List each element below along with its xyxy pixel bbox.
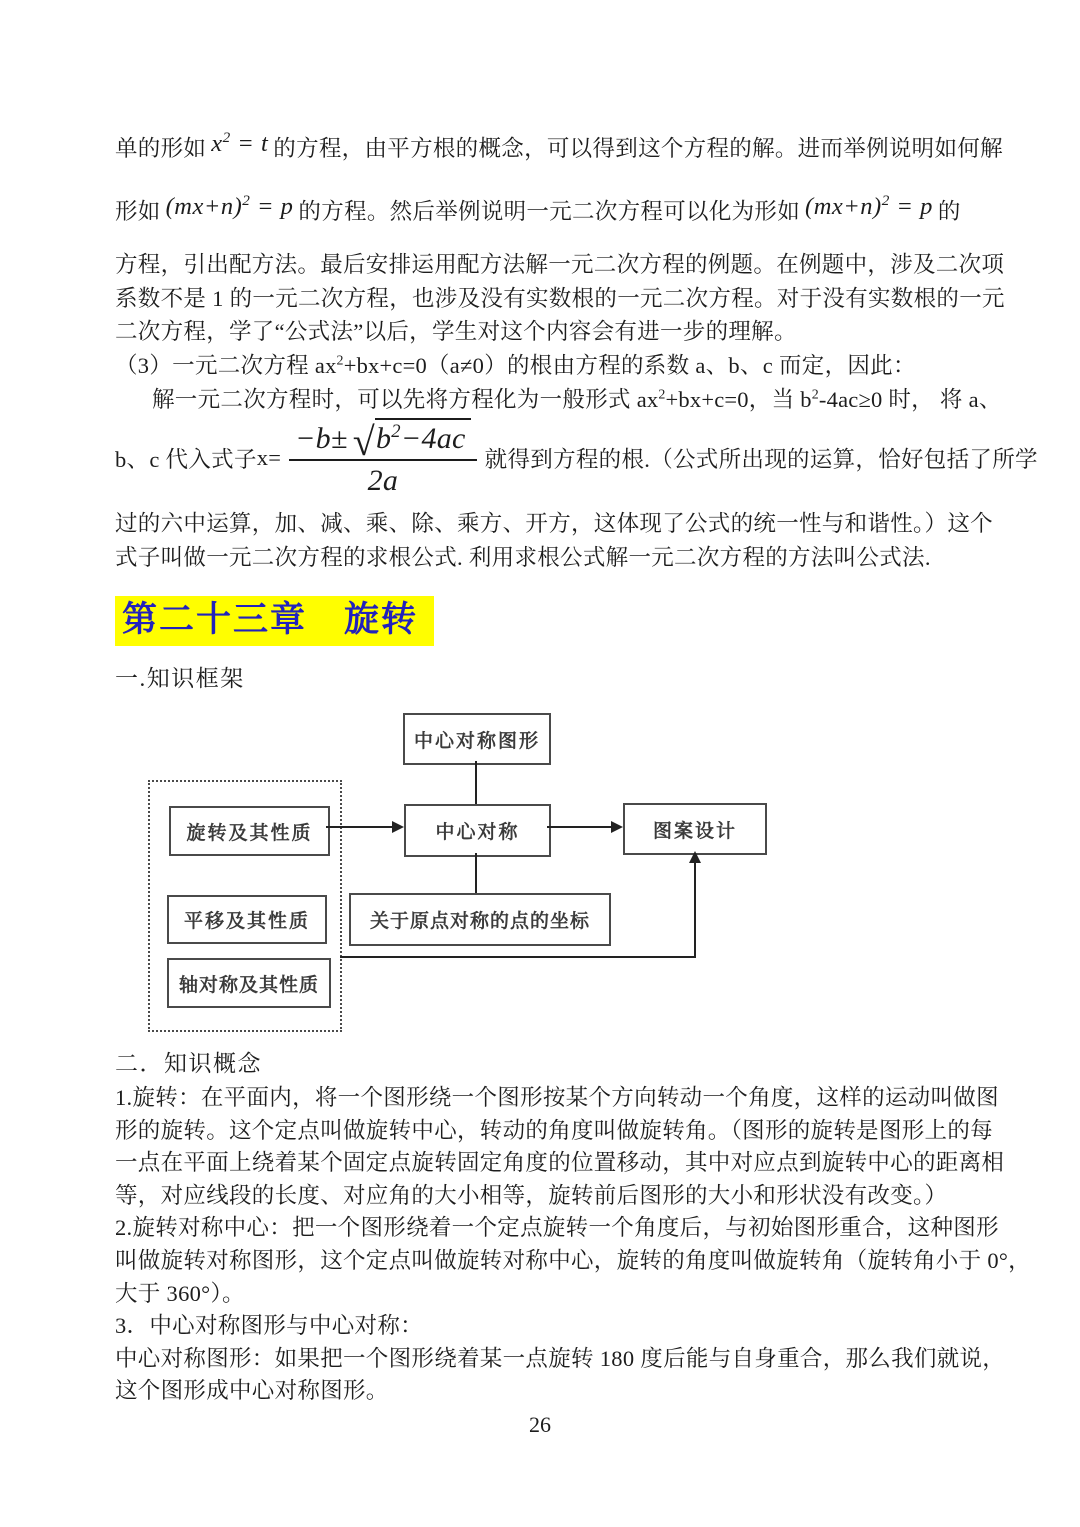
connector-figure-to-central [475, 761, 477, 804]
connector-rotation-to-central [326, 826, 394, 828]
diagram-node-central-symmetry: 中心对称 [404, 804, 551, 857]
text-line: 等，对应线段的长度、对应角的大小相等，旋转前后图形的大小和形状没有改变。） [115, 1182, 948, 1208]
inline-math: $(mx+n)^2 = p$ [805, 191, 933, 220]
dashed-group-frame [148, 780, 342, 1032]
concept-paragraphs [115, 1082, 1031, 1408]
text-span: 二次方程，学了“公式法”以后，学生对这个内容会有进一步的理解。 [115, 319, 797, 344]
text-line: 大于 360°）。 [115, 1280, 245, 1306]
text-line: 形的旋转。这个定点叫做旋转中心，转动的角度叫做旋转角。（图形的旋转是图形上的每 [115, 1117, 993, 1143]
page-number: 26 [529, 1412, 551, 1437]
text-span: 过的六中运算，加、减、乘、除、乘方、开方，这体现了公式的统一性与和谐性。）这个 [115, 511, 993, 536]
diagram-node-rotation-properties: 旋转及其性质 [169, 806, 330, 856]
text-span: 系数不是 1 的一元二次方程，也涉及没有实数根的一元二次方程。对于没有实数根的一元 [115, 286, 1005, 311]
quadratic-formula-fraction: −b± √ $b^2-4ac$ 2a [289, 418, 477, 499]
inline-math: $(mx+n)^2 = p$ [165, 191, 294, 220]
text-span: b、c 代入式子 [115, 447, 257, 472]
text-line [115, 247, 1004, 279]
text-span: 就得到方程的根.（公式所出现的运算，恰好包括了所学 [484, 447, 1038, 472]
arrowhead-up-icon [689, 851, 701, 863]
text-span: 形如 [115, 199, 161, 224]
connector-group-to-pattern-horizontal [340, 956, 696, 958]
diagram-node-origin-symmetric-point-coordinates: 关于原点对称的点的坐标 [349, 893, 611, 946]
text-line: 3．中心对称图形与中心对称： [115, 1313, 423, 1339]
text-line [115, 281, 1005, 313]
inline-math: $ax^2+bx+c=0$ [314, 353, 427, 378]
text-span: 式子叫做一元二次方程的求根公式. 利用求根公式解一元二次方程的方法叫公式法. [115, 545, 931, 570]
text-span: 时， 将 a、 [882, 387, 1002, 412]
text-line: 中心对称图形：如果把一个图形绕着某一点旋转 180 度后能与自身重合，那么我们就说， [115, 1345, 1006, 1371]
arrowhead-right-icon [392, 821, 404, 833]
diagram-node-pattern-design: 图案设计 [623, 803, 767, 855]
text-line [115, 540, 931, 572]
text-line [115, 506, 993, 538]
diagram-node-axial-symmetry-properties: 轴对称及其性质 [167, 958, 331, 1008]
diagram-node-center-symmetric-figure: 中心对称图形 [403, 713, 551, 765]
inline-math: x= [256, 445, 282, 470]
text-line: 这个图形成中心对称图形。 [115, 1378, 389, 1404]
text-span: 单的形如 [115, 136, 207, 161]
chapter-title: 第二十三章 旋转 [115, 596, 434, 646]
text-line: 一点在平面上绕着某个固定点旋转固定角度的位置移动，其中对应点到旋转中心的距离相 [115, 1150, 1005, 1176]
text-line: 2.旋转对称中心：把一个图形绕着一个定点旋转一个角度后，与初始图形重合，这种图形 [115, 1215, 999, 1241]
text-line [115, 412, 1038, 504]
arrowhead-right-icon [611, 821, 623, 833]
text-line [152, 382, 1002, 414]
text-line [115, 314, 797, 346]
diagram-node-translation-properties: 平移及其性质 [167, 895, 327, 944]
inline-math: $ax^2+bx+c=0$ [636, 387, 749, 412]
text-line: 1.旋转：在平面内，将一个图形绕一个图形按某个方向转动一个角度，这样的运动叫做图 [115, 1085, 999, 1110]
inline-math: $x^2 = t$ [211, 128, 269, 157]
connector-central-to-pattern [547, 826, 612, 828]
square-root: √ $b^2-4ac$ [353, 418, 471, 457]
text-span: ，当 [748, 387, 801, 412]
text-span: 方程，引出配方法。最后安排运用配方法解一元二次方程的例题。在例题中，涉及二次项 [115, 252, 1005, 277]
text-line [115, 348, 916, 380]
radical-sign-icon: √ [352, 419, 375, 464]
text-span: （a≠0）的根由方程的系数 a、b、c 而定，因此： [426, 353, 916, 378]
text-line [115, 128, 1003, 163]
section-knowledge-frame-label: 一.知识框架 [115, 666, 245, 691]
text-span: 的方程。然后举例说明一元二次方程可以化为形如 [298, 199, 801, 224]
text-line: 叫做旋转对称图形，这个定点叫做旋转对称中心，旋转的角度叫做旋转角（旋转角小于 0°， [115, 1247, 1031, 1273]
text-span: （3）一元二次方程 [115, 353, 315, 378]
connector-central-to-origin [475, 853, 477, 893]
text-span: 的 [937, 199, 961, 224]
connector-group-to-pattern-vertical [694, 862, 696, 958]
section-knowledge-concept-label: 二．知识概念 [115, 1051, 262, 1076]
text-span: 的方程，由平方根的概念，可以得到这个方程的解。进而举例说明如何解 [273, 136, 1003, 161]
text-line [115, 191, 961, 226]
inline-math: $b^2-4ac\ge 0$ [800, 387, 883, 412]
text-span: 解一元二次方程时，可以先将方程化为一般形式 [152, 387, 637, 412]
